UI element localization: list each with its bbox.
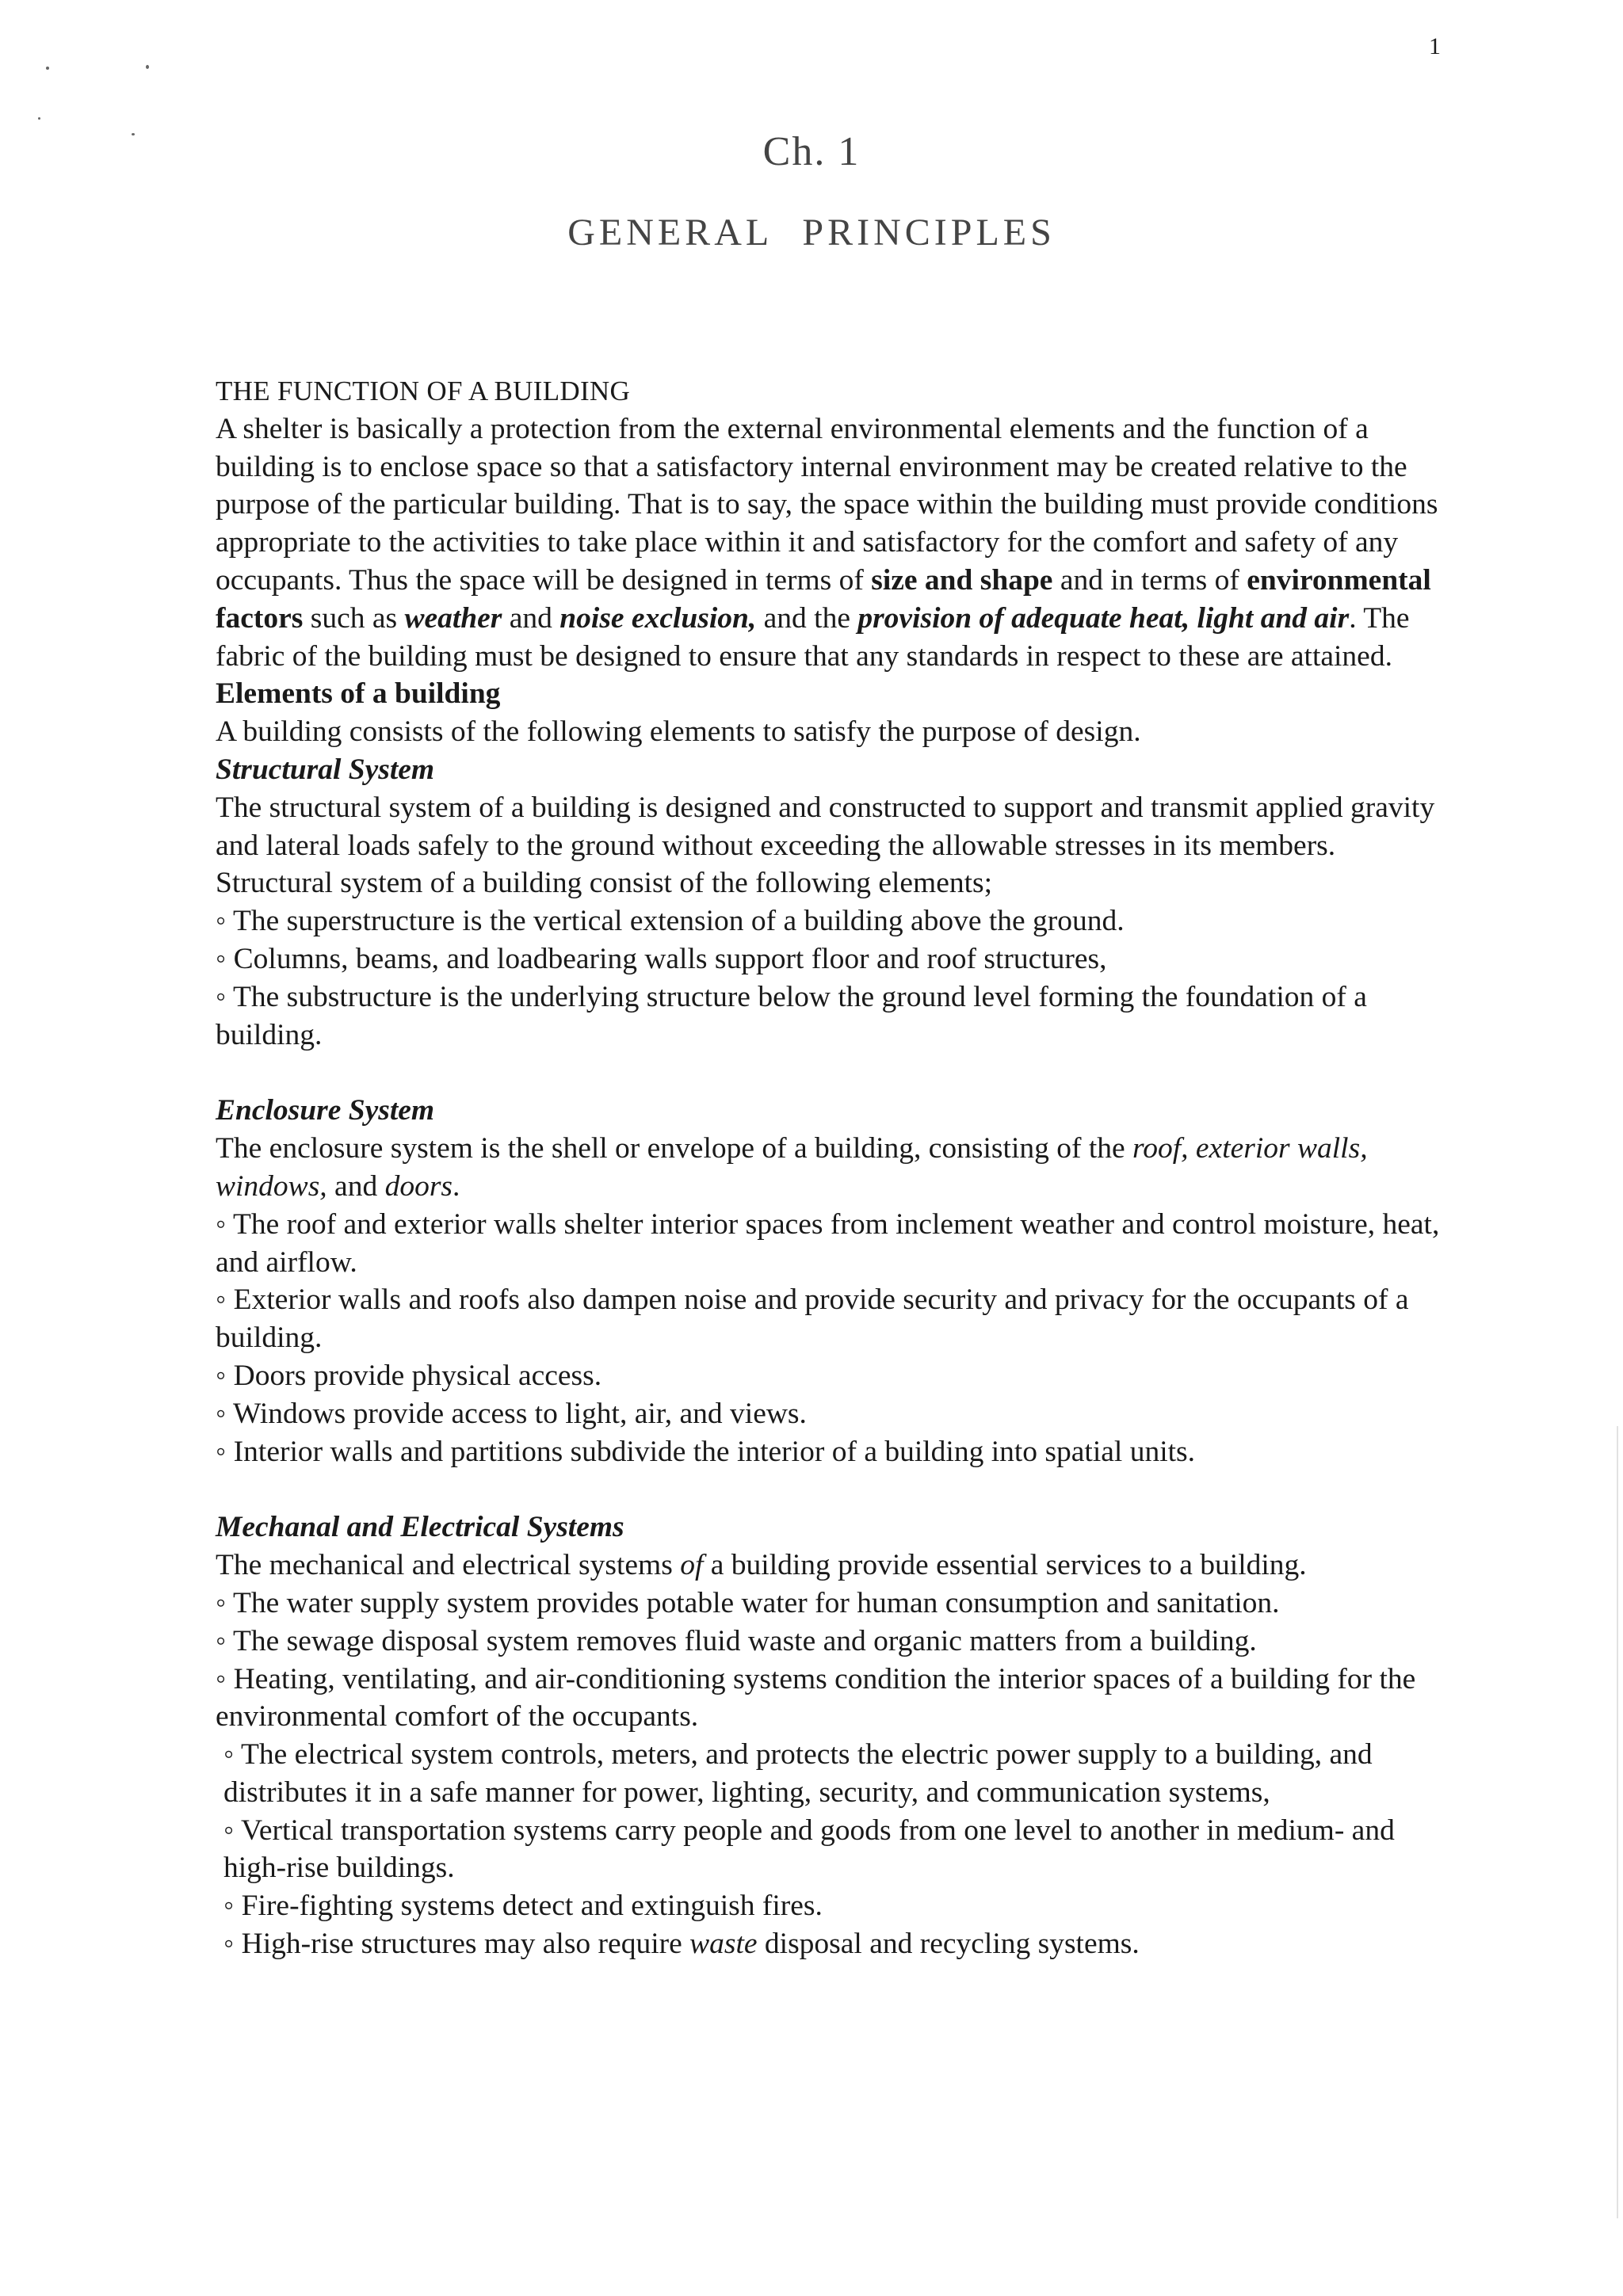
text-run: The enclosure system is the shell or envelope of a building, consisting of the: [216, 1132, 1133, 1165]
text-run: and in terms of: [1052, 563, 1247, 597]
emphasis-of: of: [680, 1549, 704, 1582]
structural-bullet: ◦ Columns, beams, and loadbearing walls support floor and roof structures,: [216, 942, 1107, 975]
scan-speck: [38, 117, 40, 120]
text-run: . The fabric of the building must be designed to ensure that any standards in respect to these are attained.: [216, 601, 1410, 673]
page-number: 1: [1429, 33, 1441, 59]
emphasis-waste: waste: [689, 1928, 758, 1961]
enclosure-bullet: ◦ The roof and exterior walls shelter interior spaces from inclement weather and control moisture, heat, and airflow.: [216, 1207, 1440, 1279]
scan-speck: [146, 65, 149, 69]
spacer: [216, 1470, 1452, 1508]
text-run: and: [502, 601, 560, 635]
mechanical-bullet: ◦ The electrical system controls, meters, and protects the electric power supply to a building, and distributes it in a safe manner for power, lighting, security, and communication systems,: [223, 1738, 1373, 1809]
text-run: .: [453, 1169, 460, 1203]
text-run: a building provide essential services to a building.: [703, 1549, 1307, 1582]
emphasis-noise-exclusion: noise exclusion,: [559, 601, 757, 635]
chapter-label: Ch. 1: [762, 129, 861, 174]
structural-system-text: The structural system of a building is designed and constructed to support and transmit applied gravity and lateral loads safely to the ground without exceeding the allowable stresses in its members. Structural system of a building consist of the following elements;: [216, 791, 1435, 900]
section-heading: THE FUNCTION OF A BUILDING: [216, 376, 631, 406]
scan-speck: [46, 67, 49, 70]
mechanical-system-text: [216, 1547, 1452, 1585]
mechanical-system-title: Mechanal and Electrical Systems: [216, 1511, 624, 1544]
enclosure-bullet: ◦ Exterior walls and roofs also dampen noise and provide security and privacy for the occupants of a building.: [216, 1283, 1409, 1355]
scan-edge-line: [1617, 1426, 1618, 2218]
mechanical-bullet: ◦ The water supply system provides potable water for human consumption and sanitation.: [216, 1586, 1280, 1619]
emphasis-provision: provision of adequate heat, light and air: [857, 601, 1350, 635]
elements-heading: Elements of a building: [216, 677, 501, 711]
structural-system-title: Structural System: [216, 753, 435, 786]
structural-bullet: ◦ The substructure is the underlying structure below the ground level forming the foundation of a building.: [216, 980, 1367, 1051]
spacer: [216, 1054, 1452, 1092]
text-run: and: [327, 1169, 385, 1203]
document-body: [216, 372, 1452, 1963]
enclosure-bullet: ◦ Interior walls and partitions subdivide the interior of a building into spatial units.: [216, 1435, 1195, 1468]
mechanical-bullet: ◦ Vertical transportation systems carry people and goods from one level to another in medium- and high-rise buildings.: [223, 1814, 1395, 1885]
text-run: and the: [756, 601, 858, 635]
emphasis-size-shape: size and shape: [871, 563, 1053, 597]
mechanical-bullet: ◦ Fire-fighting systems detect and extinguish fires.: [223, 1890, 823, 1923]
text-run: The mechanical and electrical systems: [216, 1549, 681, 1582]
intro-paragraph: [216, 410, 1452, 676]
enclosure-system-text: [216, 1130, 1452, 1206]
enclosure-bullet: ◦ Windows provide access to light, air, and views.: [216, 1397, 807, 1430]
emphasis-weather: weather: [404, 601, 502, 635]
text-run: such as: [303, 601, 405, 635]
elements-intro: A building consists of the following elements to satisfy the purpose of design.: [216, 715, 1141, 749]
mechanical-bullet-last: [216, 1925, 1452, 1963]
text-run: A shelter is basically a protection from the external environmental elements and the function of a building is to enclose space so that a satisfactory internal environment may be created relative to the purpose of the particular building. That is to say, the space within the building must provide conditions appropriate to the activities to take place within it and satisfactory for the comfort and safety of any occupants. Thus the space will be designed in terms of: [216, 412, 1438, 597]
mechanical-bullet: ◦ Heating, ventilating, and air-conditioning systems condition the interior spaces of a building for the environmental comfort of the occupants.: [216, 1662, 1416, 1733]
enclosure-bullet: ◦ Doors provide physical access.: [216, 1359, 602, 1392]
enclosure-system-title: Enclosure System: [216, 1094, 435, 1127]
mechanical-bullet: ◦ The sewage disposal system removes fluid waste and organic matters from a building.: [216, 1624, 1257, 1657]
page-title: GENERAL PRINCIPLES: [567, 212, 1056, 254]
emphasis-roof-walls-windows: roof, exterior walls, windows,: [216, 1132, 1368, 1203]
emphasis-environmental-factors: environmental factors: [216, 563, 1431, 635]
text-run: disposal and recycling systems.: [757, 1928, 1140, 1961]
text-run: ◦ High-rise structures may also require: [223, 1928, 690, 1961]
emphasis-doors: doors: [384, 1169, 453, 1203]
structural-bullet: ◦ The superstructure is the vertical extension of a building above the ground.: [216, 905, 1125, 938]
